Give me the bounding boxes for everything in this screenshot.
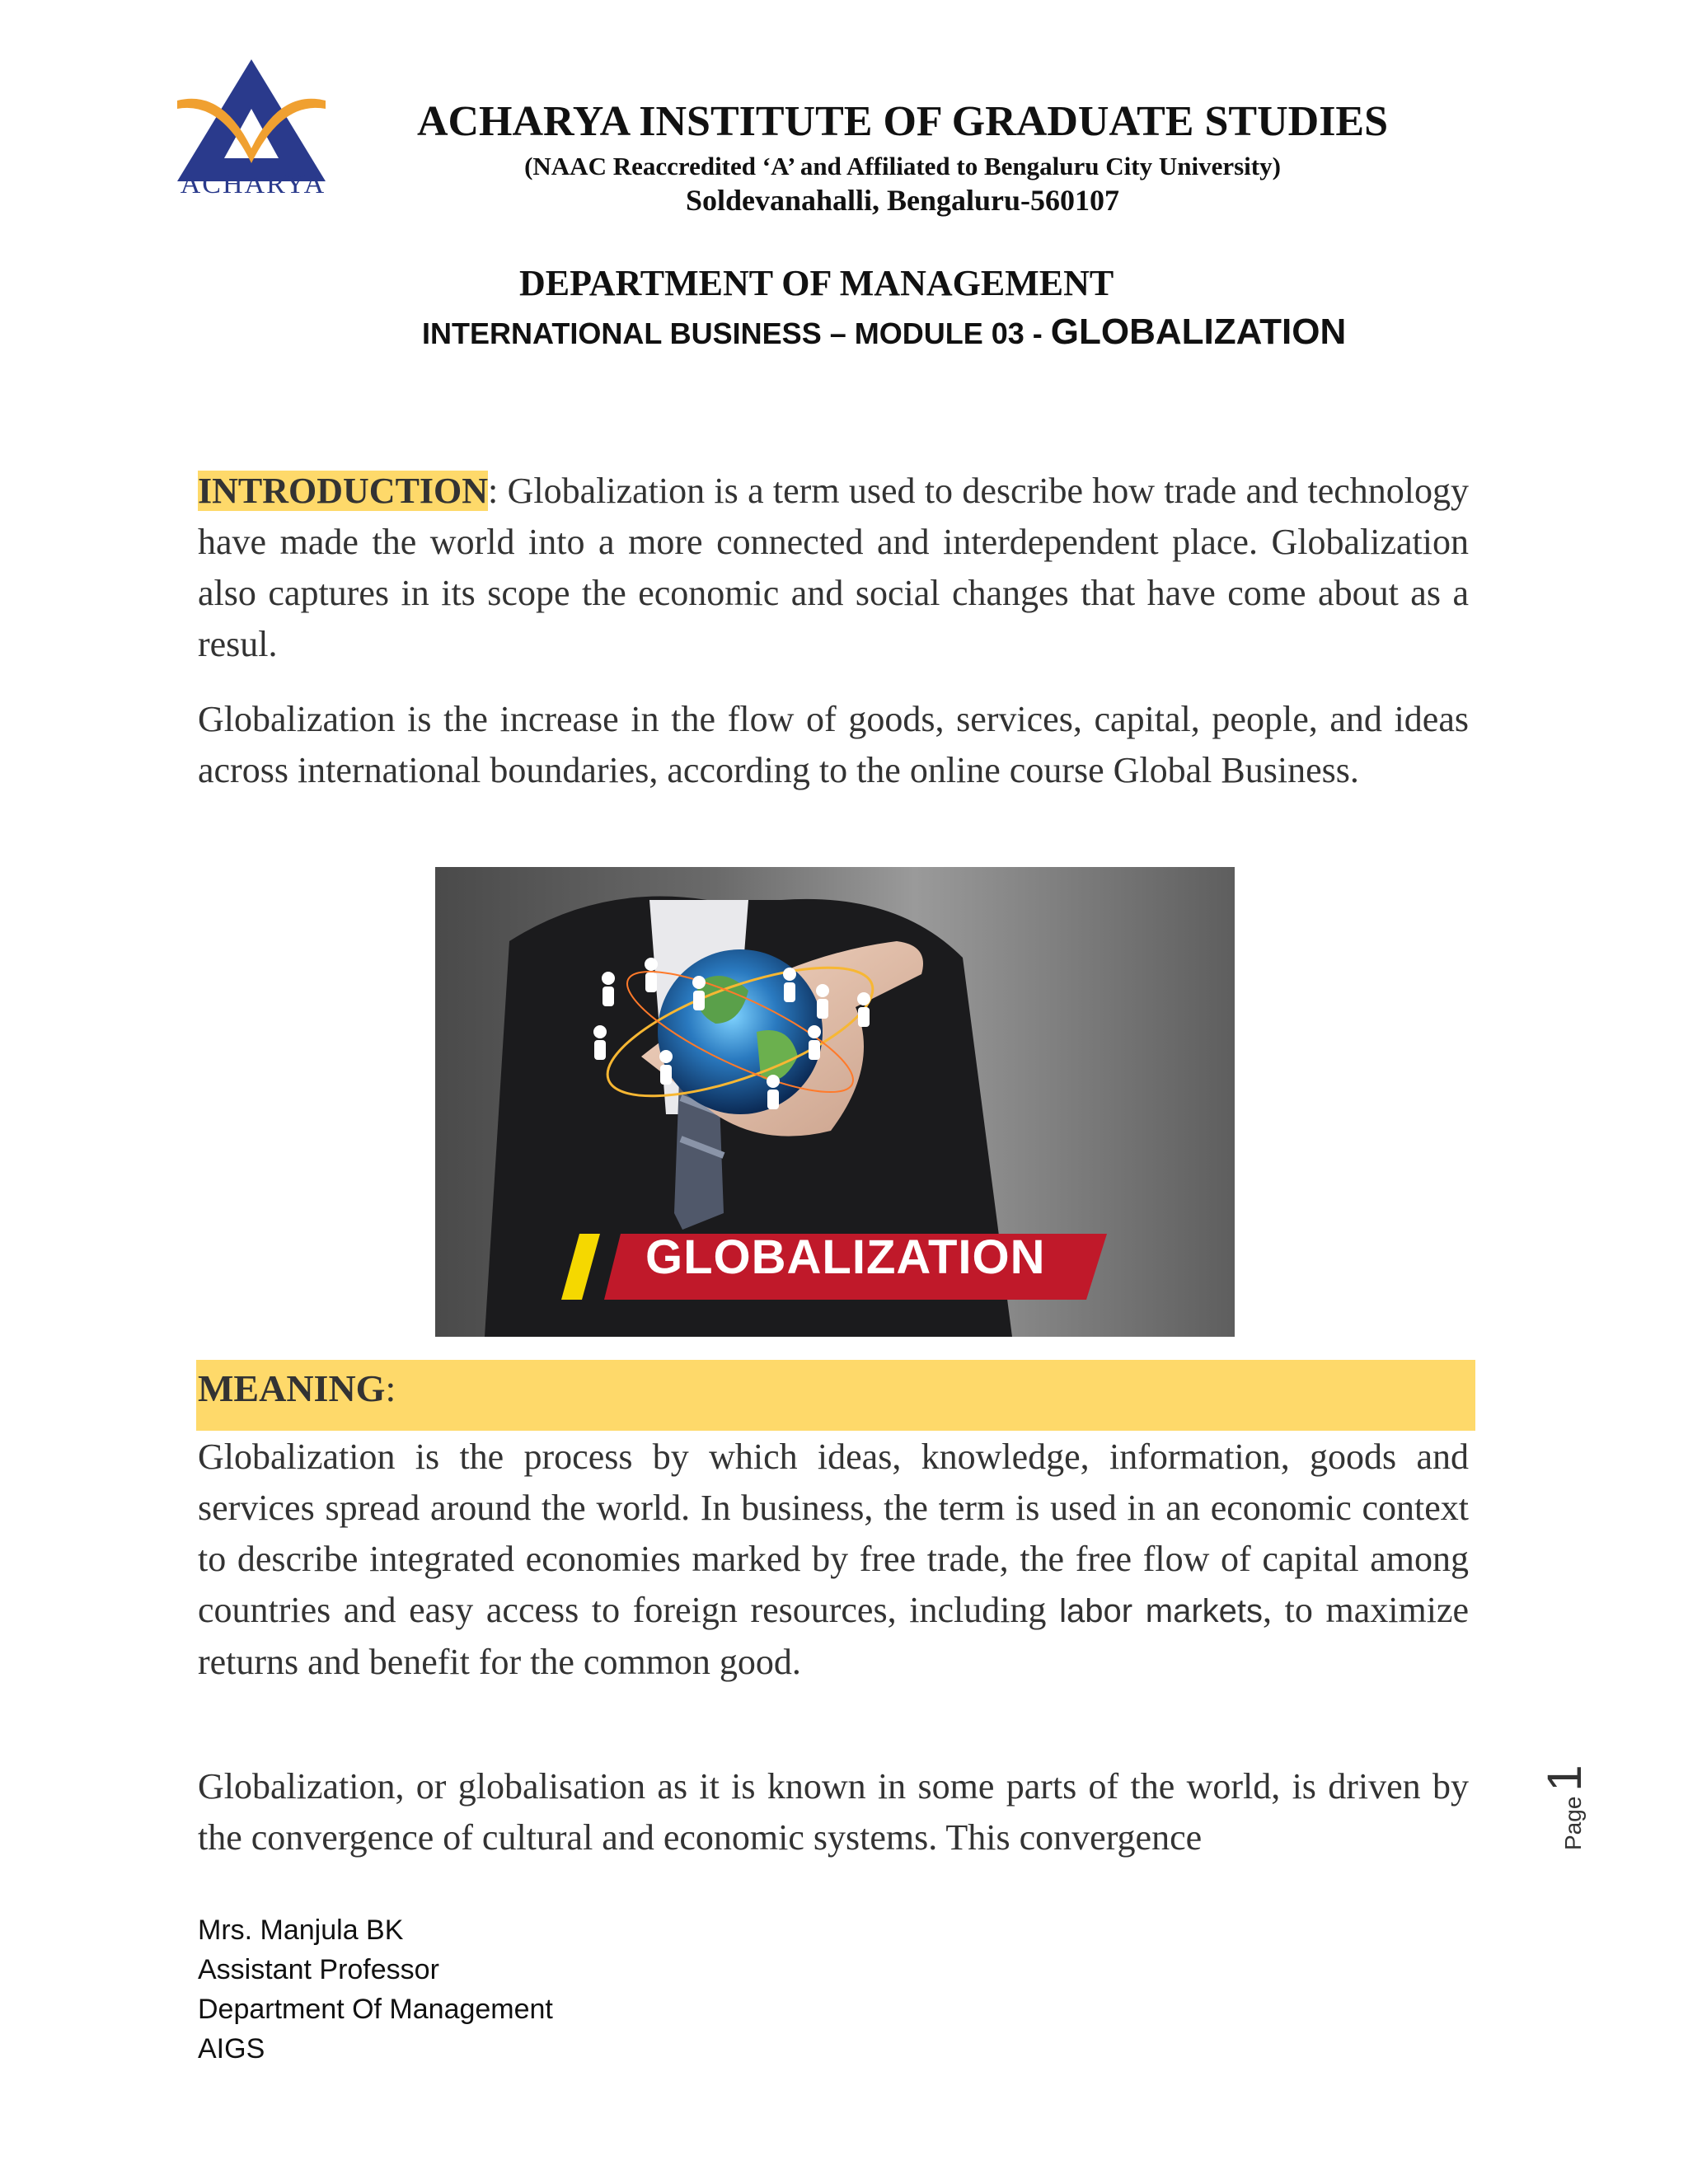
- introduction-heading: INTRODUCTION: [198, 471, 489, 511]
- introduction-colon: :: [488, 471, 499, 511]
- department-title: DEPARTMENT OF MANAGEMENT: [519, 263, 1114, 303]
- module-title: [422, 312, 1346, 353]
- institute-name: ACHARYA INSTITUTE OF GRADUATE STUDIES: [416, 98, 1389, 145]
- author-footer: [198, 1910, 553, 2069]
- meaning-heading-text: MEANING: [198, 1367, 386, 1409]
- address-line: Soldevanahalli, Bengaluru-560107: [685, 184, 1120, 217]
- introduction-paragraph: [198, 466, 1469, 670]
- convergence-paragraph: Globalization, or globalisation as it is known in some parts of the world, is driven by the convergence of cultural and economic systems. This convergence: [198, 1766, 1469, 1858]
- image-banner-text: GLOBALIZATION: [645, 1230, 1046, 1284]
- page-label: Page: [1560, 1796, 1586, 1850]
- author-title: Assistant Professor: [198, 1954, 439, 1985]
- author-department: Department Of Management: [198, 1994, 553, 2025]
- meaning-text-2: , to maximize returns and benefit for the common good.: [198, 1590, 1469, 1682]
- page-number: [1537, 1765, 1628, 1850]
- page-value: 1: [1538, 1765, 1592, 1792]
- introduction-text: Globalization is a term used to describe how trade and technology have made the world into a more connected and interdependent place. Globalization also captures in its scope the economic and social changes that have come about as a resul.: [198, 471, 1469, 664]
- globalization-image: [435, 867, 1235, 1337]
- author-name: Mrs. Manjula BK: [198, 1915, 404, 1946]
- module-prefix: INTERNATIONAL BUSINESS – MODULE 03 -: [422, 316, 1051, 350]
- meaning-text-1: Globalization is the process by which ideas, knowledge, information, goods and services spread around the world. In business, the term is used in an economic context to describe integrated economies marked by free trade, the free flow of capital among countries and easy access to foreign resources, including: [198, 1436, 1469, 1630]
- author-institute: AIGS: [198, 2033, 265, 2064]
- meaning-paragraph: [198, 1432, 1469, 1688]
- module-topic: GLOBALIZATION: [1050, 312, 1347, 352]
- logo-text: ACHARYA: [180, 169, 326, 199]
- accreditation-line: (NAAC Reaccredited ‘A’ and Affiliated to Bengaluru City University): [524, 152, 1281, 180]
- flow-paragraph: Globalization is the increase in the flow of goods, services, capital, people, and ideas across international boundaries, according to the online course Global Business.: [198, 699, 1469, 790]
- meaning-heading: [198, 1366, 396, 1410]
- meaning-text-labor: labor markets: [1059, 1593, 1264, 1629]
- meaning-colon: :: [385, 1367, 396, 1409]
